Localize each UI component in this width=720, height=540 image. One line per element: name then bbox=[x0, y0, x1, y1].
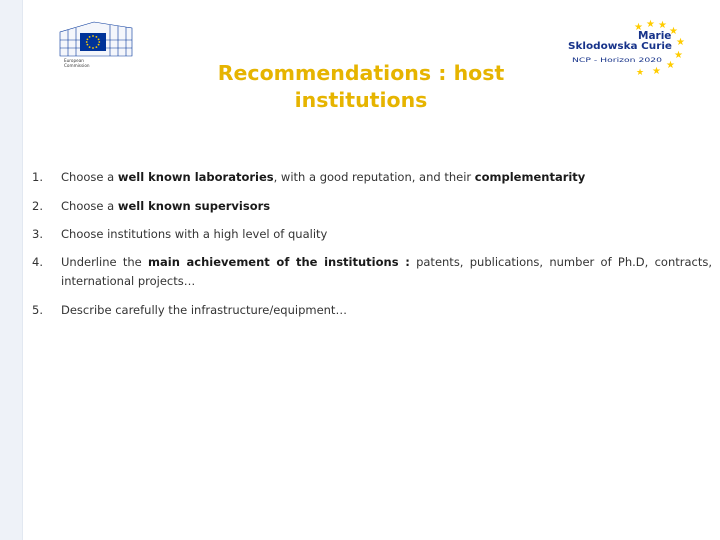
ec-logo-line1: European bbox=[64, 58, 84, 63]
list-item-text bbox=[61, 253, 712, 291]
svg-text:★: ★ bbox=[646, 19, 655, 30]
slide-title bbox=[180, 60, 542, 114]
msc-logo-line1: Marie bbox=[638, 30, 672, 42]
slide-title-line2: institutions bbox=[294, 88, 428, 112]
ec-logo-line2: Commission bbox=[64, 63, 90, 68]
list-item-number: 5. bbox=[32, 303, 43, 317]
list-item-text: Describe carefully the infrastructure/equipment… bbox=[61, 303, 347, 317]
svg-text:★: ★ bbox=[652, 66, 661, 76]
list-item-number: 4. bbox=[32, 255, 43, 269]
left-sidebar-stripe bbox=[0, 0, 23, 540]
slide-title-line1: Recommendations : host bbox=[217, 61, 505, 85]
list-item-text bbox=[61, 197, 712, 216]
msc-logo-line3: NCP - Horizon 2020 bbox=[572, 57, 663, 64]
msc-logo-line2: Sklodowska Curie bbox=[568, 41, 673, 52]
list-item-number: 1. bbox=[32, 170, 43, 184]
list-item-text bbox=[61, 168, 712, 187]
list-item-text-part: Choose a bbox=[61, 170, 118, 184]
list-item-text-part: , with a good reputation, and their bbox=[273, 170, 475, 184]
svg-text:★: ★ bbox=[666, 60, 675, 71]
list-item bbox=[32, 168, 712, 187]
list-item bbox=[32, 301, 712, 320]
list-item-text-part: Underline the bbox=[61, 255, 149, 269]
svg-text:★: ★ bbox=[636, 68, 645, 76]
svg-text:★: ★ bbox=[674, 50, 683, 61]
list-item-highlight: main achievement of the institutions : bbox=[148, 255, 410, 269]
list-item bbox=[32, 253, 712, 291]
list-item-text-part: Choose a bbox=[61, 199, 118, 213]
list-item-highlight: well known supervisors bbox=[117, 199, 271, 213]
list-item-number: 2. bbox=[32, 199, 43, 213]
list-item-highlight: well known laboratories bbox=[117, 170, 274, 184]
list-item-text: Choose institutions with a high level of quality bbox=[61, 227, 328, 241]
list-item-number: 3. bbox=[32, 227, 43, 241]
marie-sklodowska-curie-logo bbox=[566, 18, 686, 76]
svg-text:★: ★ bbox=[634, 22, 643, 33]
svg-text:★: ★ bbox=[676, 37, 685, 48]
recommendations-list bbox=[32, 168, 712, 320]
list-item bbox=[32, 225, 712, 244]
svg-text:★: ★ bbox=[658, 20, 667, 31]
list-item-text-part: patents, publications, number of Ph.D, contracts, international projects… bbox=[61, 255, 712, 288]
svg-text:★: ★ bbox=[669, 26, 678, 37]
list-item bbox=[32, 197, 712, 216]
list-item-highlight: complementarity bbox=[474, 170, 586, 184]
european-commission-logo bbox=[56, 18, 136, 70]
